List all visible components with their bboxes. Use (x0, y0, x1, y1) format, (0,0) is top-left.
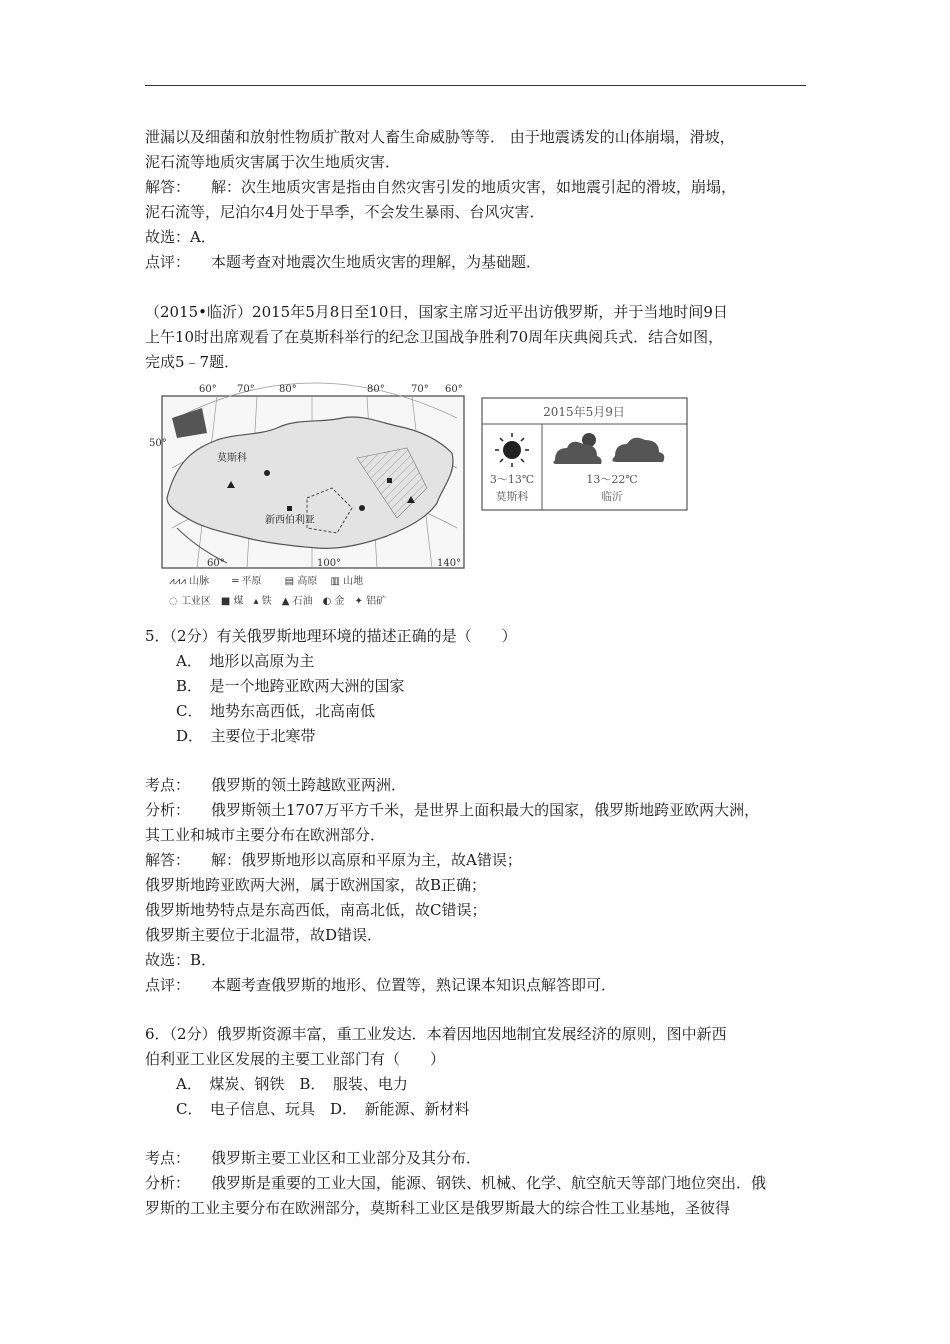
option-row: A． 煤炭、钢铁 B． 服装、电力 (176, 1075, 408, 1093)
comment-label: 点评： (145, 976, 191, 994)
moscow-temp: 3～13℃ (489, 473, 535, 486)
comment-line (145, 252, 541, 272)
option-c: C． 地势东高西低，北高南低 (176, 702, 375, 720)
lon-label: 80° (367, 384, 385, 395)
legend-text: ⩘⩘⩘ 山脉 ═ 平原 ▤ 高原 ▥ 山地 (169, 576, 364, 587)
kaodian-label: 考点： (145, 1149, 191, 1167)
text-line: 罗斯的工业主要分布在欧洲部分，莫斯科工业区是俄罗斯最大的综合性工业基地，圣彼得 (145, 1199, 731, 1217)
intro-line: 上午10时出席观看了在莫斯科举行的纪念卫国战争胜利70周年庆典阅兵式．结合如图， (145, 328, 724, 346)
kaodian-line (145, 775, 406, 795)
text-line: 其工业和城市主要分布在欧洲部分． (145, 826, 386, 844)
intro-line: （2015•临沂）2015年5月8日至10日，国家主席习近平出访俄罗斯，并于当地时间9日 (145, 303, 728, 321)
jieda-line (145, 850, 522, 870)
russia-map-figure (149, 378, 697, 613)
question-stem: 5．（2分）有关俄罗斯地理环境的描述正确的是（ ） (145, 627, 517, 645)
comment-line (145, 975, 616, 995)
text-line: 俄罗斯地势特点是东高西低，南高北低，故C错误； (145, 901, 487, 919)
linyi-label: 临沂 (601, 490, 623, 503)
text-line: 俄罗斯主要位于北温带，故D错误． (145, 926, 383, 944)
weather-date: 2015年5月9日 (543, 405, 625, 419)
fenxi-text: 俄罗斯是重要的工业大国，能源、钢铁、机械、化学、航空航天等部门地位突出．俄 (211, 1174, 767, 1192)
legend-text: ◌ 工业区 ■ 煤 ▴ 铁 ▲ 石油 ◐ 金 ✦ 铝矿 (169, 596, 387, 607)
kaodian-label: 考点： (145, 776, 191, 794)
fenxi-text: 俄罗斯领土1707万平方千米，是世界上面积最大的国家，俄罗斯地跨亚欧两大洲， (211, 801, 760, 819)
kaodian-text: 俄罗斯主要工业区和工业部分及其分布． (211, 1149, 482, 1167)
option-row: C． 电子信息、玩具 D． 新能源、新材料 (176, 1100, 470, 1118)
answer-text: 解：次生地质灾害是指由自然灾害引发的地质灾害，如地震引起的滑坡，崩塌， (211, 178, 737, 196)
new-siberia-label: 新西伯利亚 (265, 515, 315, 526)
lon-label: 60° (207, 558, 225, 569)
lon-label: 60° (445, 384, 463, 395)
header-rule (145, 85, 806, 86)
jieda-text: 解：俄罗斯地形以高原和平原为主，故A错误； (211, 851, 522, 869)
answer-label: 解答： (145, 178, 191, 196)
fenxi-label: 分析： (145, 801, 191, 819)
fenxi-label: 分析： (145, 1174, 191, 1192)
moscow-weather-label: 莫斯科 (495, 490, 529, 503)
option-b: B． 是一个地跨亚欧两大洲的国家 (176, 677, 405, 695)
linyi-temp: 13～22℃ (586, 473, 638, 486)
lon-label: 60° (199, 384, 217, 395)
lon-label: 140° (437, 558, 462, 569)
lon-label: 100° (317, 558, 342, 569)
comment-label: 点评： (145, 253, 191, 271)
kaodian-line (145, 1148, 481, 1168)
fenxi-line (145, 1173, 766, 1193)
choice-line: 故选：A． (145, 228, 216, 246)
lon-label: 80° (279, 384, 297, 395)
choice-line: 故选：B． (145, 951, 217, 969)
option-a: A． 地形以高原为主 (176, 652, 315, 670)
comment-text: 本题考查对地震次生地质灾害的理解，为基础题． (211, 253, 542, 271)
kaodian-text: 俄罗斯的领土跨越欧亚两洲． (211, 776, 407, 794)
question-stem: 伯利亚工业区发展的主要工业部门有（ ） (145, 1050, 446, 1068)
lon-label: 70° (411, 384, 429, 395)
text-line: 泄漏以及细菌和放射性物质扩散对人畜生命威胁等等． 由于地震诱发的山体崩塌，滑坡， (145, 128, 735, 146)
intro-line: 完成5﹣7题． (145, 353, 240, 371)
text-line: 泥石流等，尼泊尔4月处于旱季，不会发生暴雨、台风灾害． (145, 203, 545, 221)
answer-line (145, 177, 736, 197)
fenxi-line (145, 800, 759, 820)
comment-text: 本题考查俄罗斯的地形、位置等，熟记课本知识点解答即可． (211, 976, 617, 994)
lon-label: 70° (237, 384, 255, 395)
option-d: D． 主要位于北寒带 (176, 727, 316, 745)
text-line: 泥石流等地质灾害属于次生地质灾害． (145, 153, 401, 171)
jieda-label: 解答： (145, 851, 191, 869)
lat-label: 50° (149, 438, 167, 449)
text-line: 俄罗斯地跨亚欧两大洲，属于欧洲国家，故B正确； (145, 876, 487, 894)
moscow-label: 莫斯科 (217, 453, 247, 464)
question-stem: 6．（2分）俄罗斯资源丰富，重工业发达．本着因地因地制宜发展经济的原则，图中新西 (145, 1025, 727, 1043)
